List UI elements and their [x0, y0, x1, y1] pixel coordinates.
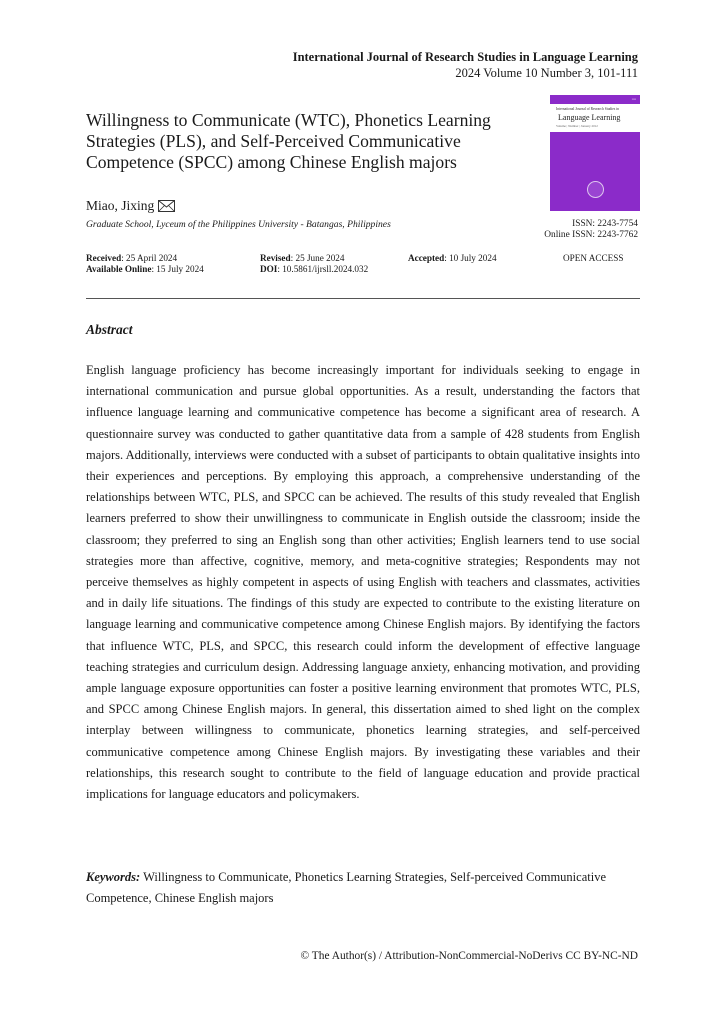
cover-small-title: International Journal of Research Studies in: [556, 107, 619, 111]
envelope-icon[interactable]: [158, 200, 175, 212]
issn-print: ISSN: 2243-7754: [572, 219, 638, 229]
journal-name: International Journal of Research Studies in Language Learning: [292, 50, 638, 64]
received-date: Received: 25 April 2024: [86, 253, 178, 263]
article-title: Willingness to Communicate (WTC), Phonetics Learning Strategies (PLS), and Self-Perceived Communicative Competence (SPCC) among Chinese English majors: [86, 110, 491, 172]
author-line: [86, 198, 175, 214]
cover-title-band: [550, 104, 640, 132]
author-affiliation: Graduate School, Lyceum of the Philippines University - Batangas, Philippines: [86, 219, 391, 230]
journal-volume-line: 2024 Volume 10 Number 3, 101-111: [455, 66, 638, 80]
journal-cover-thumbnail: [550, 95, 640, 211]
license-footer: © The Author(s) / Attribution-NonCommercial-NoDerivs CC BY-NC-ND: [300, 950, 638, 962]
abstract-heading: Abstract: [86, 322, 133, 337]
cover-seal-icon: [587, 181, 604, 198]
cover-main-title: Language Learning: [558, 113, 621, 122]
abstract-body: English language proficiency has become increasingly important for individuals seeking to engage in international communication and pursue global opportunities. As a result, understanding the factors that influence language learning and communicative competence has become a significant area of research. A questionnaire survey was conducted to gather quantitative data from a sample of 428 students from English majors. Additionally, interviews were conducted with a subset of participants to obtain qualitative insights into their experiences and perceptions. By employing this approach, a comprehensive understanding of the relationships between WTC, PLS, and SPCC can be achieved. The results of this study revealed that English learners preferred to show their unwillingness to communicate in English outside the classroom; inside the classroom; they preferred to sing an English song than other activities; English learners tend to use social strategies more than affective, cognitive, memory, and meta-cognitive strategies; Respondents may not perceive themselves as highly competent in aspects of using English with teachers and classmates, activities and in daily life situations. The findings of this study are expected to contribute to the existing literature on language learning and communicative competence among Chinese English majors. By identifying the factors that influence WTC, PLS, and SPCC, this research could inform the development of effective language teaching strategies and curriculum design. Addressing language anxiety, enhancing motivation, and providing ample language exposure opportunities can foster a positive learning environment that promotes WTC, PLS, and SPCC among Chinese English majors. In general, this dissertation aimed to shed light on the complex interplay between willingness to communicate, phonetics learning strategies, and self-perceived communicative competence among Chinese English majors. By investigating these variables and their relationships, this research sought to contribute to the field of language education and provide practical implications for language educators and policymakers.: [86, 363, 640, 802]
doi[interactable]: DOI: 10.5861/ijrsll.2024.032: [260, 264, 369, 274]
keywords-text: Willingness to Communicate, Phonetics Learning Strategies, Self-perceived Communicative Competence, Chinese English majors: [86, 870, 606, 905]
header-divider: [86, 298, 640, 299]
available-online-date: Available Online: 15 July 2024: [86, 264, 204, 274]
keywords: [86, 867, 640, 909]
cover-tag: ▪▪▪▪: [631, 97, 636, 101]
keywords-label: Keywords:: [86, 870, 141, 884]
accepted-date: Accepted: 10 July 2024: [408, 253, 497, 263]
author-name: Miao, Jixing: [86, 198, 155, 213]
cover-sub-title: Volume | Number | January 2012: [556, 124, 598, 128]
revised-date: Revised: 25 June 2024: [260, 253, 345, 263]
open-access-label: OPEN ACCESS: [563, 253, 624, 263]
issn-online: Online ISSN: 2243-7762: [544, 230, 638, 240]
